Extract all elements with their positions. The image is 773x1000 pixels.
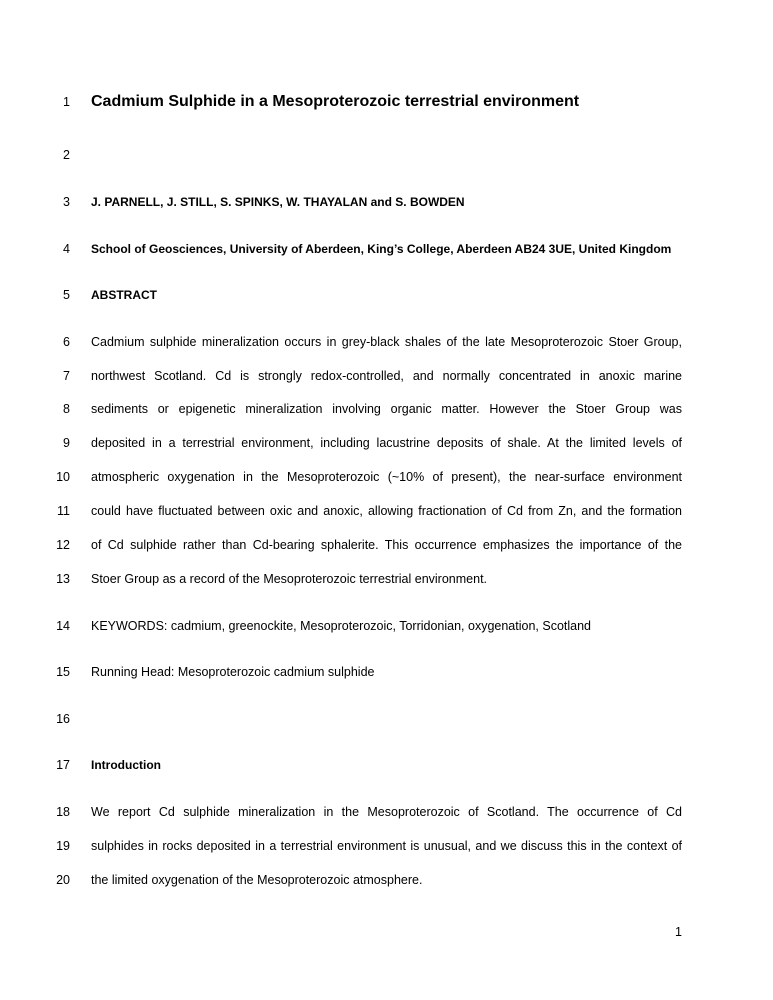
line-number: 8	[63, 402, 70, 416]
line-3	[0, 192, 773, 212]
paper-title: Cadmium Sulphide in a Mesoproterozoic terrestrial environment	[91, 93, 580, 110]
abstract-text-line: deposited in a terrestrial environment, including lacustrine deposits of shale. At the limited levels of	[91, 436, 682, 450]
line-number: 2	[63, 148, 70, 162]
line-number: 12	[56, 538, 70, 552]
line-17	[0, 755, 773, 775]
line-number: 11	[57, 504, 70, 518]
abstract-text-line: sediments or epigenetic mineralization involving organic matter. However the Stoer Group was	[91, 402, 682, 416]
line-number: 18	[56, 805, 70, 819]
line-number: 5	[63, 288, 70, 302]
line-2	[0, 145, 773, 165]
abstract-text-line: could have fluctuated between oxic and anoxic, allowing fractionation of Cd from Zn, and the formation	[91, 504, 682, 518]
affiliation: School of Geosciences, University of Aberdeen, King’s College, Aberdeen AB24 3UE, United Kingdom	[91, 242, 672, 256]
keywords: KEYWORDS: cadmium, greenockite, Mesoproterozoic, Torridonian, oxygenation, Scotland	[91, 619, 592, 633]
abstract-text-line: of Cd sulphide rather than Cd-bearing sphalerite. This occurrence emphasizes the importance of the	[91, 538, 682, 552]
line-11	[0, 501, 773, 521]
line-number: 20	[56, 873, 70, 887]
abstract-text-line: northwest Scotland. Cd is strongly redox-controlled, and normally concentrated in anoxic marine	[91, 369, 682, 383]
line-10	[0, 467, 773, 487]
line-9	[0, 433, 773, 453]
abstract-text-line: Stoer Group as a record of the Mesoproterozoic terrestrial environment.	[91, 572, 488, 586]
running-head: Running Head: Mesoproterozoic cadmium sulphide	[91, 665, 375, 679]
line-number: 7	[63, 369, 70, 383]
line-14	[0, 616, 773, 636]
abstract-text-line: atmospheric oxygenation in the Mesoproterozoic (~10% of present), the near-surface environment	[91, 470, 682, 484]
line-1	[0, 92, 773, 112]
line-18	[0, 802, 773, 822]
line-number: 14	[56, 619, 70, 633]
page-number: 1	[675, 925, 682, 939]
abstract-text-line: Cadmium sulphide mineralization occurs in grey-black shales of the late Mesoproterozoic Stoer Group,	[91, 335, 682, 349]
line-number: 13	[56, 572, 70, 586]
abstract-heading: ABSTRACT	[91, 288, 157, 302]
line-number: 19	[56, 839, 70, 853]
line-16	[0, 709, 773, 729]
line-number: 4	[63, 242, 70, 256]
introduction-heading: Introduction	[91, 758, 161, 772]
line-4	[0, 239, 773, 259]
authors: J. PARNELL, J. STILL, S. SPINKS, W. THAYALAN and S. BOWDEN	[91, 195, 465, 209]
line-12	[0, 535, 773, 555]
line-6	[0, 332, 773, 352]
line-number: 6	[63, 335, 70, 349]
line-number: 16	[56, 712, 70, 726]
introduction-text-line: sulphides in rocks deposited in a terrestrial environment is unusual, and we discuss this in the context of	[91, 839, 682, 853]
line-7	[0, 366, 773, 386]
line-number: 17	[56, 758, 70, 772]
line-15	[0, 662, 773, 682]
line-number: 9	[63, 436, 70, 450]
line-13	[0, 569, 773, 589]
line-number: 15	[56, 665, 70, 679]
line-number: 1	[63, 95, 70, 109]
line-19	[0, 836, 773, 856]
line-5	[0, 285, 773, 305]
line-number: 3	[63, 195, 70, 209]
line-number: 10	[56, 470, 70, 484]
line-20	[0, 870, 773, 890]
introduction-text-line: the limited oxygenation of the Mesoproterozoic atmosphere.	[91, 873, 423, 887]
line-8	[0, 399, 773, 419]
introduction-text-line: We report Cd sulphide mineralization in the Mesoproterozoic of Scotland. The occurrence of Cd	[91, 805, 682, 819]
